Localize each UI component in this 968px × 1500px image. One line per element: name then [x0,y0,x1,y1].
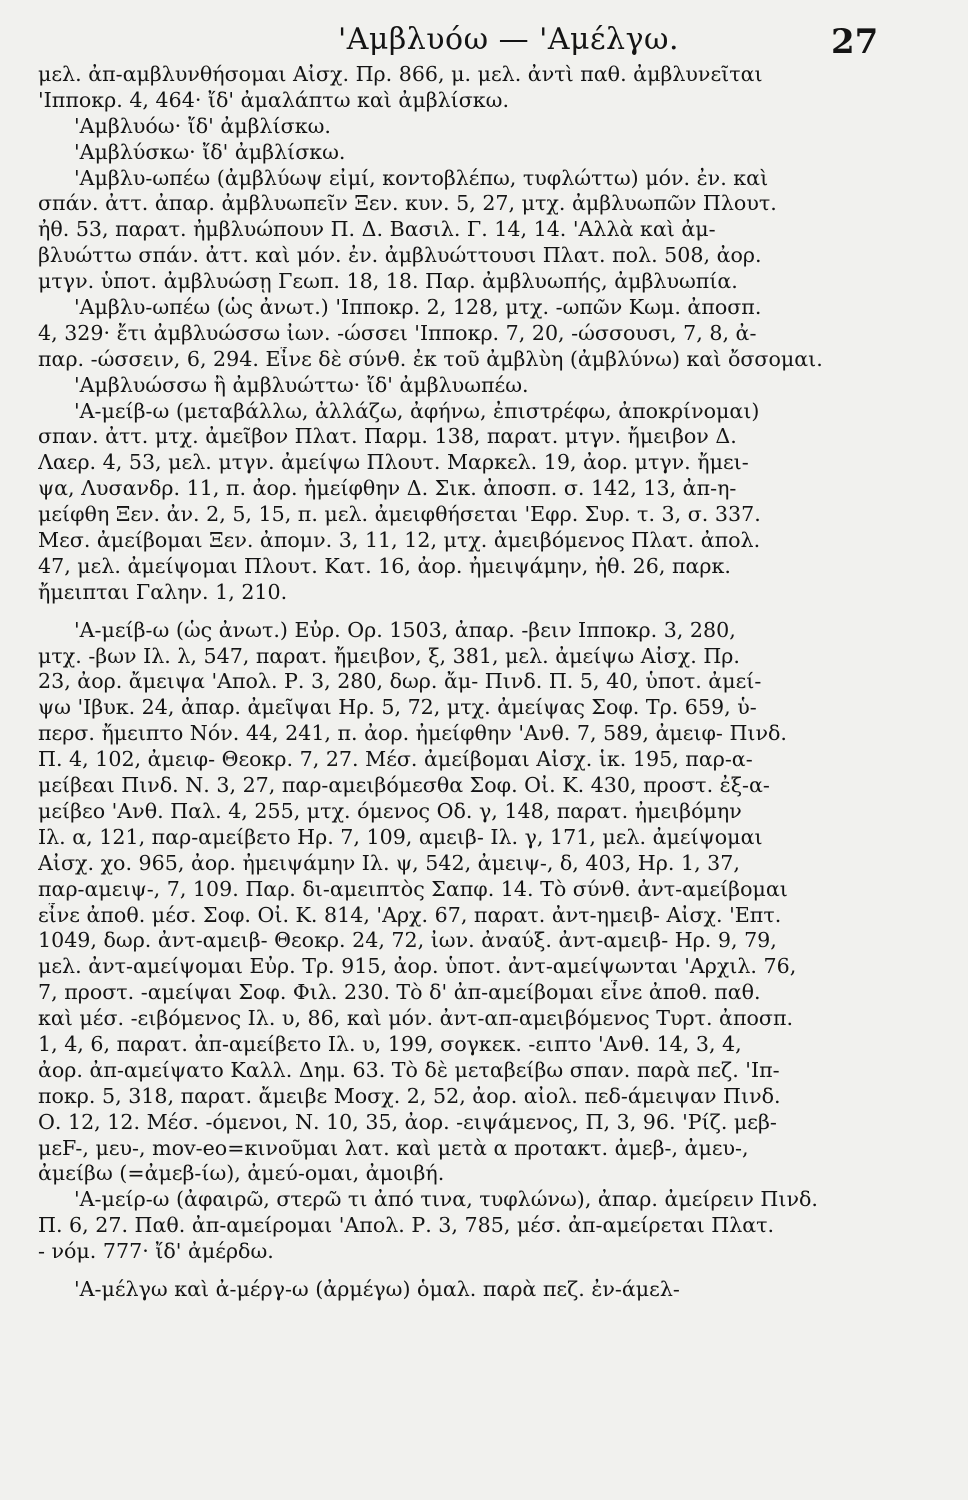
dictionary-page [38,0,928,1500]
text-line: μείβεο 'Ανθ. Παλ. 4, 255, μτχ. όμενος Οδ. γ, 148, παρατ. ἠμειβόμην [38,798,742,823]
text-line: - νόμ. 777· ἴδ' ἀμέρδω. [38,1239,274,1264]
running-head: 'Αμβλυόω — 'Αμέλγω. [338,22,679,57]
text-line: Π. 4, 102, ἀμειφ- Θεοκρ. 7, 27. Μέσ. ἀμείβομαι Αἰσχ. ἱκ. 195, παρ-α- [38,747,753,772]
text-line: ψω 'Ιβυκ. 24, ἀπαρ. ἀμεῖψαι Ηρ. 5, 72, μτχ. ἀμείψας Σοφ. Τρ. 659, ὑ- [38,695,757,720]
text-line: 'Α-μείρ-ω (ἀφαιρῶ, στερῶ τι ἀπό τινα, τυφλώνω), ἀπαρ. ἀμείρειν Πινδ. [74,1187,818,1212]
text-line: μεF-, μευ-, mov-eo=κινοῦμαι λατ. καὶ μετὰ α προτακτ. ἀμεβ-, ἀμευ-, [38,1135,749,1160]
text-line: μείφθη Ξεν. ἀν. 2, 5, 15, π. μελ. ἀμειφθήσεται 'Εφρ. Συρ. τ. 3, σ. 337. [38,502,761,527]
text-line: 1049, δωρ. ἀντ-αμειβ- Θεοκρ. 24, 72, ἰων. ἀναύξ. ἀντ-αμειβ- Ηρ. 9, 79, [38,928,777,953]
text-line: σπαν. ἀττ. μτχ. ἀμεῖβον Πλατ. Παρμ. 138, παρατ. μτγν. ἤμειβον Δ. [38,424,737,449]
text-line: ψα, Λυσανδρ. 11, π. ἀορ. ἠμείφθην Δ. Σικ. ἀποσπ. σ. 142, 13, ἀπ-η- [38,476,737,501]
text-line: 'Α-μέλγω καὶ ἀ-μέργ-ω (ἀρμέγω) ὁμαλ. παρὰ πεζ. ἐν-άμελ- [74,1276,680,1301]
text-line: Π. 6, 27. Παθ. ἀπ-αμείρομαι 'Απολ. Ρ. 3, 785, μέσ. ἀπ-αμείρεται Πλατ. [38,1213,775,1238]
text-line: Λαερ. 4, 53, μελ. μτγν. ἀμείψω Πλουτ. Μαρκελ. 19, ἀορ. μτγν. ἤμει- [38,450,749,475]
text-line: 'Αμβλυώσσω ἢ ἀμβλυώττω· ἴδ' ἀμβλυωπέω. [74,372,529,397]
text-line: 7, προστ. -αμείψαι Σοφ. Φιλ. 230. Τὸ δ' ἀπ-αμείβομαι εἶνε ἀποθ. παθ. [38,980,761,1005]
text-line: παρ-αμειψ-, 7, 109. Παρ. δι-αμειπτὸς Σαπφ. 14. Τὸ σύνθ. ἀντ-αμείβομαι [38,876,788,901]
text-line: εἶνε ἀποθ. μέσ. Σοφ. Οἰ. Κ. 814, 'Αρχ. 67, παρατ. ἀντ-ημειβ- Αἰσχ. 'Επτ. [38,902,782,927]
text-line: 'Αμβλυ-ωπέω (ἀμβλύωψ εἰμί, κοντοβλέπω, τυφλώττω) μόν. ἐν. καὶ [74,165,769,190]
text-line: Αἰσχ. χο. 965, ἀορ. ἠμειψάμην Ιλ. ψ, 542, ἀμειψ-, δ, 403, Ηρ. 1, 37, [38,850,740,875]
text-line: 'Αμβλυόω· ἴδ' ἀμβλίσκω. [74,113,331,138]
text-line: 23, ἀορ. ἄμειψα 'Απολ. Ρ. 3, 280, δωρ. ἄμ- Πινδ. Π. 5, 40, ὑποτ. ἀμεί- [38,669,762,694]
text-line: Ο. 12, 12. Μέσ. -όμενοι, Ν. 10, 35, ἀορ. -ειψάμενος, Π, 3, 96. 'Ρίζ. μεβ- [38,1109,777,1134]
text-line: ἀορ. ἀπ-αμείψατο Καλλ. Δημ. 63. Τὸ δὲ μεταβείβω σπαν. παρὰ πεζ. 'Ιπ- [38,1057,780,1082]
text-line: μείβεαι Πινδ. Ν. 3, 27, παρ-αμειβόμεσθα Σοφ. Οἰ. Κ. 430, προστ. ἐξ-α- [38,773,770,798]
text-line: 'Αμβλύσκω· ἴδ' ἀμβλίσκω. [74,139,346,164]
text-line: Ιλ. α, 121, παρ-αμείβετο Ηρ. 7, 109, αμειβ- Ιλ. γ, 171, μελ. ἀμείψομαι [38,824,763,849]
text-line: περσ. ἤμειπτο Νόν. 44, 241, π. ἀορ. ἠμείφθην 'Ανθ. 7, 589, ἀμειφ- Πινδ. [38,721,787,746]
text-line: ἀμείβω (=ἀμεβ-ίω), ἀμεύ-ομαι, ἀμοιβή. [38,1161,445,1186]
text-line: μτγν. ὑποτ. ἀμβλυώσῃ Γεωπ. 18, 18. Παρ. ἀμβλυωπής, ἀμβλυωπία. [38,269,738,294]
text-line: 'Α-μείβ-ω (ὡς ἀνωτ.) Εὐρ. Ορ. 1503, ἀπαρ. -βειν Ιπποκρ. 3, 280, [74,617,736,642]
text-line: καὶ μέσ. -ειβόμενος Ιλ. υ, 86, καὶ μόν. ἀντ-απ-αμειβόμενος Τυρτ. ἀποσπ. [38,1006,794,1031]
dictionary-body [38,62,928,1303]
text-line: 'Αμβλυ-ωπέω (ὡς ἀνωτ.) 'Ιπποκρ. 2, 128, μτχ. -ωπῶν Κωμ. ἀποσπ. [74,295,762,320]
text-line: μελ. ἀπ-αμβλυνθήσομαι Αἰσχ. Πρ. 866, μ. μελ. ἀντὶ παθ. ἀμβλυνεῖται [38,62,763,86]
text-line: 47, μελ. ἀμείψομαι Πλουτ. Κατ. 16, ἀορ. ἠμειψάμην, ἠθ. 26, παρκ. [38,553,731,578]
text-line: σπάν. ἀττ. ἀπαρ. ἀμβλυωπεῖν Ξεν. κυν. 5, 27, μτχ. ἀμβλυωπῶν Πλουτ. [38,191,777,216]
text-line: μελ. ἀντ-αμείψομαι Εὐρ. Τρ. 915, ἀορ. ὑποτ. ἀντ-αμείψωνται 'Αρχιλ. 76, [38,954,797,979]
text-line: 'Ιπποκρ. 4, 464· ἴδ' ἀμαλάπτω καὶ ἀμβλίσκω. [38,87,510,112]
text-line: 4, 329· ἔτι ἀμβλυώσσω ἰων. -ώσσει 'Ιπποκρ. 7, 20, -ώσσουσι, 7, 8, ἀ- [38,320,757,345]
text-line: παρ. -ώσσειν, 6, 294. Εἶνε δὲ σύνθ. ἐκ τοῦ ἀμβλὺη (ἀμβλύνω) καὶ ὄσσομαι. [38,346,823,371]
text-line: μτχ. -βων Ιλ. λ, 547, παρατ. ἤμειβον, ξ, 381, μελ. ἀμείψω Αἰσχ. Πρ. [38,643,740,668]
text-line: ποκρ. 5, 318, παρατ. ἄμειβε Μοσχ. 2, 52, ἀορ. αἰολ. πεδ-άμειψαν Πινδ. [38,1083,781,1108]
text-line: ἠθ. 53, παρατ. ἠμβλυώπουν Π. Δ. Βασιλ. Γ. 14, 14. 'Αλλὰ καὶ ἀμ- [38,217,716,242]
text-line: 'Α-μείβ-ω (μεταβάλλω, ἀλλάζω, ἀφήνω, ἐπιστρέφω, ἀποκρίνομαι) [74,398,760,423]
text-line: Μεσ. ἀμείβομαι Ξεν. ἀπομν. 3, 11, 12, μτχ. ἀμειβόμενος Πλατ. ἀπολ. [38,528,761,553]
text-line: ἤμειπται Γαλην. 1, 210. [38,579,288,604]
page-number: 27 [831,22,879,62]
text-line: βλυώττω σπάν. ἀττ. καὶ μόν. ἐν. ἀμβλυώττουσι Πλατ. πολ. 508, ἀορ. [38,243,762,268]
text-line: 1, 4, 6, παρατ. ἀπ-αμείβετο Ιλ. υ, 199, σογκεκ. -ειπτο 'Ανθ. 14, 3, 4, [38,1031,742,1056]
